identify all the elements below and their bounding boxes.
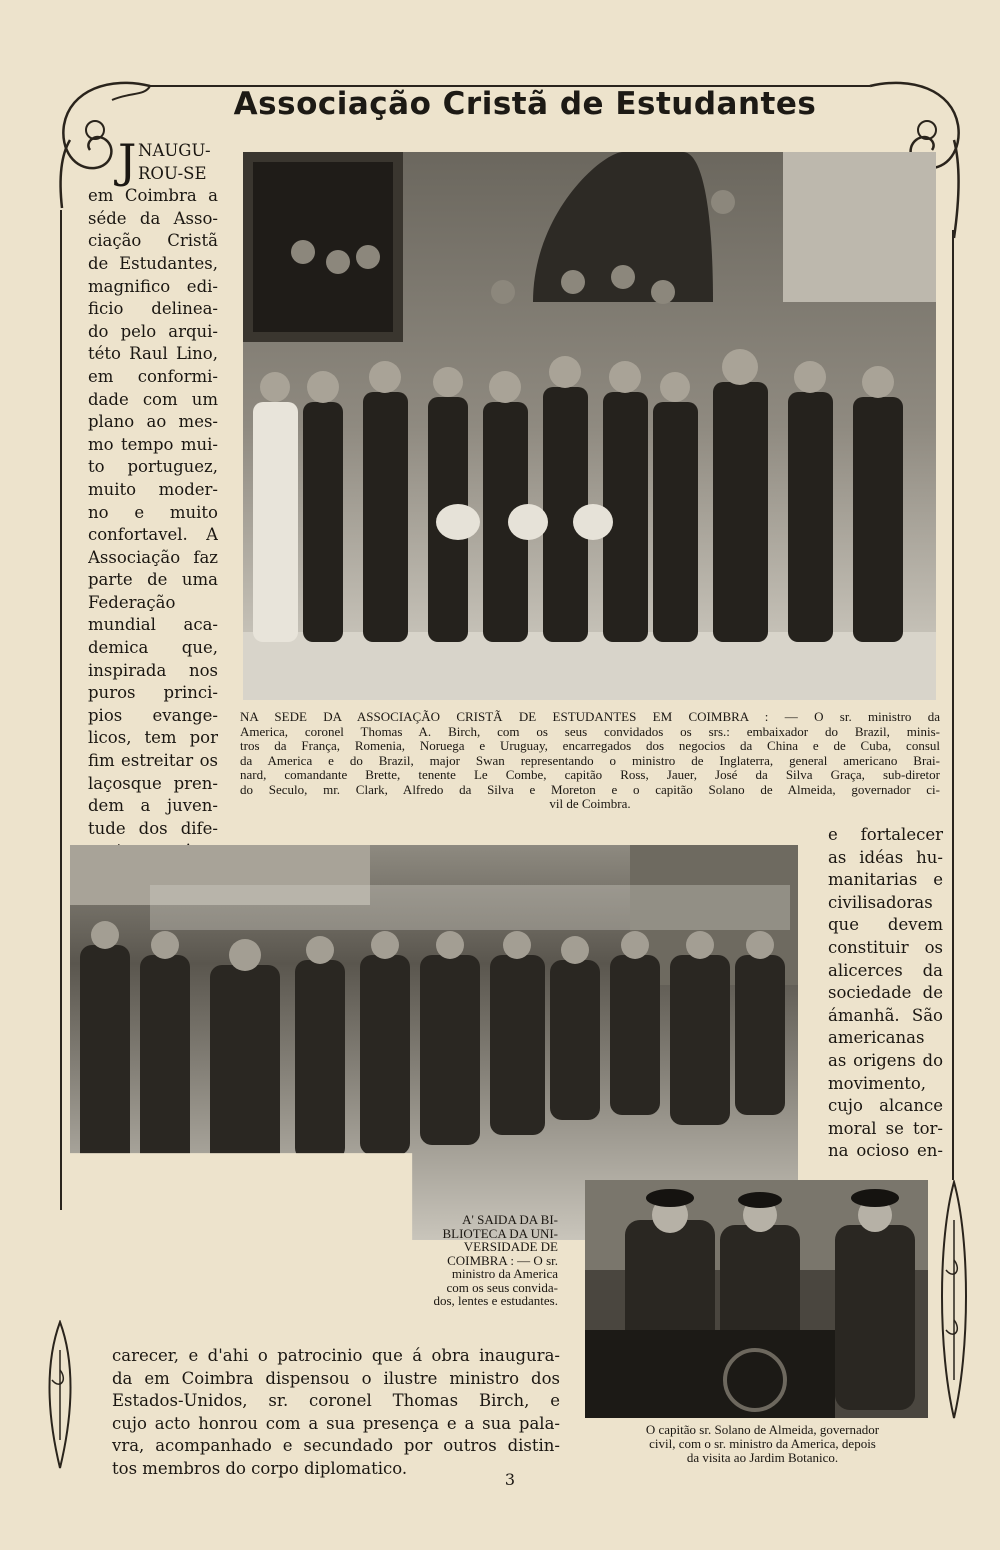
continuation-line: civilisadoras bbox=[828, 892, 933, 912]
continuation-line: ámanhã. São bbox=[828, 1005, 943, 1025]
continuation-line: e fortalecer bbox=[828, 825, 943, 844]
continuation-line: na ocioso en- bbox=[828, 1141, 943, 1161]
continuation-line: movimento, bbox=[828, 1073, 927, 1093]
caption-line: A' SAIDA DA BI- bbox=[462, 1212, 558, 1227]
continuation-line: sociedade de bbox=[828, 983, 943, 1003]
caption-line: da visita ao Jardim Botanico. bbox=[686, 1450, 839, 1465]
frame-left-rule bbox=[60, 210, 62, 1210]
intro-line: plano ao mes- bbox=[88, 412, 218, 432]
caption-line: da America e do Brazil, major Swan representando o ministro de Inglaterra, general americano Brai- bbox=[240, 752, 940, 768]
continuation-column bbox=[828, 824, 943, 1163]
intro-line: mundial aca- bbox=[88, 615, 218, 635]
caption-line: O capitão sr. Solano de Almeida, governador bbox=[645, 1422, 880, 1437]
caption-botanical-photo bbox=[590, 1423, 935, 1465]
intro-line: em conformi- bbox=[88, 366, 218, 386]
caption-line: tros da França, Romenia, Noruega e Uruguay, encarregados dos negocios da China e de Cuba, consul bbox=[240, 738, 940, 753]
caption-line: dos, lentes e estudantes. bbox=[433, 1293, 558, 1308]
caption-line: COIMBRA : — O sr. bbox=[447, 1252, 558, 1268]
intro-line: mo tempo mui- bbox=[88, 434, 218, 454]
closing-line: tos membros do corpo diplomatico. bbox=[112, 1458, 408, 1478]
intro-line: licos, tem por bbox=[88, 728, 218, 748]
intro-line: de Estudantes, bbox=[88, 253, 218, 273]
intro-line: inspirada nos bbox=[88, 660, 218, 680]
caption-library-photo bbox=[398, 1213, 558, 1308]
intro-line: ROU-SE bbox=[138, 163, 207, 183]
intro-line: Federação bbox=[88, 592, 176, 612]
closing-line: da em Coimbra dispensou o ilustre ministro dos bbox=[112, 1368, 560, 1388]
closing-line: Estados-Unidos, sr. coronel Thomas Birch, e bbox=[112, 1391, 560, 1411]
caption-line: do Seculo, mr. Clark, Alfredo da Silva e Moreton e o capitão Solano de Almeida, governador ci- bbox=[240, 781, 940, 797]
continuation-line: alicerces da bbox=[828, 960, 943, 980]
photo-association-headquarters bbox=[243, 152, 936, 700]
intro-line: magnifico edi- bbox=[88, 276, 218, 296]
intro-line: no e muito bbox=[88, 502, 218, 522]
intro-line: séde da Asso- bbox=[88, 208, 218, 228]
intro-line: laçosque pren- bbox=[88, 773, 218, 793]
caption-line: com os seus convida- bbox=[446, 1279, 558, 1295]
frame-right-rule bbox=[952, 230, 954, 1180]
closing-line: cujo acto honrou com a sua presença e a sua pala- bbox=[112, 1413, 560, 1433]
continuation-line: cujo alcance bbox=[828, 1096, 943, 1116]
intro-line: Associação faz bbox=[88, 547, 218, 567]
caption-line: civil, com o sr. ministro da America, depois bbox=[649, 1436, 876, 1451]
continuation-line: as idéas hu- bbox=[828, 847, 943, 867]
caption-headquarters-photo bbox=[240, 710, 940, 812]
continuation-line: que devem bbox=[828, 915, 943, 935]
continuation-line: manitarias e bbox=[828, 870, 943, 890]
intro-line: to portuguez, bbox=[88, 457, 218, 477]
caption-line: ministro da America bbox=[451, 1266, 558, 1281]
caption-line: vil de Coimbra. bbox=[549, 796, 631, 811]
closing-line: carecer, e d'ahi o patrocinio que á obra inaugura- bbox=[112, 1346, 560, 1365]
intro-line: muito moder- bbox=[88, 479, 218, 499]
continuation-line: moral se tor- bbox=[828, 1118, 943, 1138]
caption-line: VERSIDADE DE bbox=[463, 1239, 558, 1254]
caption-line: nard, comandante Brette, tenente Le Combe, capitão Ross, Jauer, José da Silva Graça, sub-diretor bbox=[240, 767, 940, 782]
bottom-right-ornament-icon bbox=[934, 1180, 974, 1420]
drop-cap: J bbox=[118, 134, 137, 188]
intro-line: ficio delinea- bbox=[88, 299, 218, 319]
caption-line: America, coronel Thomas A. Birch, com os seus convidados os srs.: embaixador do Brazil, minis- bbox=[240, 723, 940, 739]
intro-line: parte de uma bbox=[88, 570, 218, 590]
intro-line: tude dos dife- bbox=[88, 818, 218, 838]
intro-line: em Coimbra a bbox=[88, 186, 218, 206]
intro-line: demica que, bbox=[88, 638, 218, 658]
intro-column bbox=[88, 134, 218, 863]
continuation-line: as origens do bbox=[828, 1050, 943, 1070]
intro-line: ciação Cristã bbox=[88, 231, 218, 251]
intro-line: confortavel. A bbox=[88, 525, 218, 545]
intro-line: dem a juven- bbox=[88, 796, 218, 816]
intro-line: puros princi- bbox=[88, 683, 218, 703]
caption-line: NA SEDE DA ASSOCIAÇÃO CRISTÃ DE ESTUDANTES EM COIMBRA : — O sr. ministro da bbox=[240, 709, 940, 724]
intro-line: pios evange- bbox=[88, 705, 218, 725]
bottom-left-ornament-icon bbox=[40, 1320, 80, 1470]
intro-line: této Raul Lino, bbox=[88, 344, 218, 364]
article-title: Associação Cristã de Estudantes bbox=[233, 86, 817, 122]
closing-line: vra, acompanhado e secundado por outros distin- bbox=[112, 1436, 560, 1456]
intro-line: do pelo arqui- bbox=[88, 321, 218, 341]
page-number: 3 bbox=[504, 1470, 516, 1489]
caption-line: BLIOTECA DA UNI- bbox=[442, 1225, 558, 1241]
intro-line: NAUGU- bbox=[138, 141, 211, 160]
continuation-line: constituir os bbox=[828, 937, 943, 957]
intro-line: fim estreitar os bbox=[88, 751, 218, 771]
intro-line: dade com um bbox=[88, 389, 218, 409]
photo-botanical-garden-visit bbox=[585, 1180, 928, 1418]
continuation-line: americanas bbox=[828, 1028, 925, 1048]
closing-paragraph bbox=[112, 1345, 560, 1481]
